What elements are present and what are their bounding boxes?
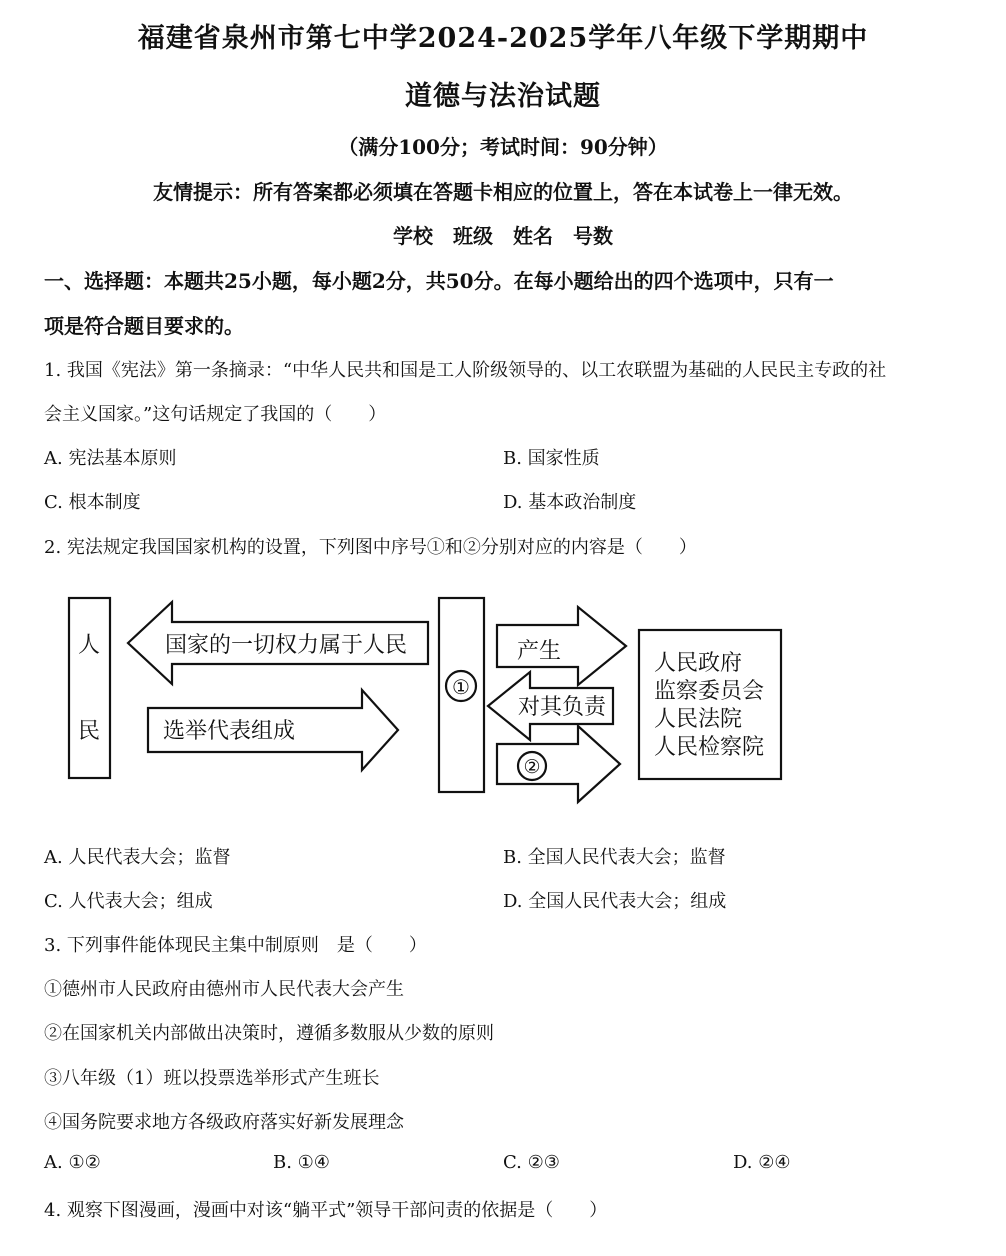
q3-statement-2: ②在国家机关内部做出决策时，遵循多数服从少数的原则 [44,1023,494,1044]
section-heading-line2: 项是符合题目要求的。 [44,314,244,338]
arrow-responsible-label: 对其负责 [518,695,607,720]
state-organs-diagram [0,580,1006,820]
organ-4: 人民检察院 [654,735,765,760]
organ-1: 人民政府 [654,651,743,676]
q1-option-d[interactable]: D. 基本政治制度 [503,492,637,513]
q1-option-b[interactable]: B. 国家性质 [503,448,600,469]
organ-2: 监察委员会 [654,679,765,704]
arrow-node2 [497,726,620,802]
section-heading-line1: 一、选择题：本题共25小题，每小题2分，共50分。在每小题给出的四个选项中，只有一 [44,269,834,293]
info-fields: 学校 班级 姓名 号数 [393,224,613,248]
node1-label: ① [452,675,470,699]
q2-option-b[interactable]: B. 全国人民代表大会；监督 [503,847,726,868]
q3-statement-3: ③八年级（1）班以投票选举形式产生班长 [44,1068,380,1089]
exam-title-line2: 道德与法治试题 [405,81,601,112]
tip: 友情提示：所有答案都必须填在答题卡相应的位置上，答在本试卷上一律无效。 [153,180,853,204]
q3-option-d[interactable]: D. ②④ [733,1152,791,1173]
score-time: （满分100分；考试时间：90分钟） [338,135,668,159]
q3-option-a[interactable]: A. ①② [44,1152,101,1173]
node2-label: ② [523,756,541,778]
q3-statement-4: ④国务院要求地方各级政府落实好新发展理念 [44,1112,404,1133]
q1-stem-line2: 会主义国家。”这句话规定了我国的（ ） [44,404,387,425]
arrow-power-label: 国家的一切权力属于人民 [165,633,408,658]
q3-option-c[interactable]: C. ②③ [503,1152,560,1173]
q1-stem-line1: 1. 我国《宪法》第一条摘录：“中华人民共和国是工人阶级领导的、以工农联盟为基础的人民民主专政的社 [44,360,887,381]
people-box [69,598,110,778]
q3-stem: 3. 下列事件能体现民主集中制原则 是（ ） [44,935,427,956]
q4-stem: 4. 观察下图漫画，漫画中对该“躺平式”领导干部问责的依据是（ ） [44,1200,608,1221]
q1-option-c[interactable]: C. 根本制度 [44,492,141,513]
people-bottom-char: 民 [77,719,101,744]
q1-option-a[interactable]: A. 宪法基本原则 [44,448,177,469]
people-top-char: 人 [77,633,101,658]
organ-3: 人民法院 [654,707,743,732]
q2-option-c[interactable]: C. 人代表大会；组成 [44,891,213,912]
q2-stem: 2. 宪法规定我国国家机构的设置，下列图中序号①和②分别对应的内容是（ ） [44,537,697,558]
arrow-produce-label: 产生 [517,639,562,664]
q3-statement-1: ①德州市人民政府由德州市人民代表大会产生 [44,979,404,1000]
arrow-elect-label: 选举代表组成 [163,719,296,744]
exam-title-line1: 福建省泉州市第七中学2024-2025学年八年级下学期期中 [137,23,869,54]
q3-option-b[interactable]: B. ①④ [273,1152,330,1173]
q2-option-d[interactable]: D. 全国人民代表大会；组成 [503,891,727,912]
q2-option-a[interactable]: A. 人民代表大会；监督 [44,847,231,868]
